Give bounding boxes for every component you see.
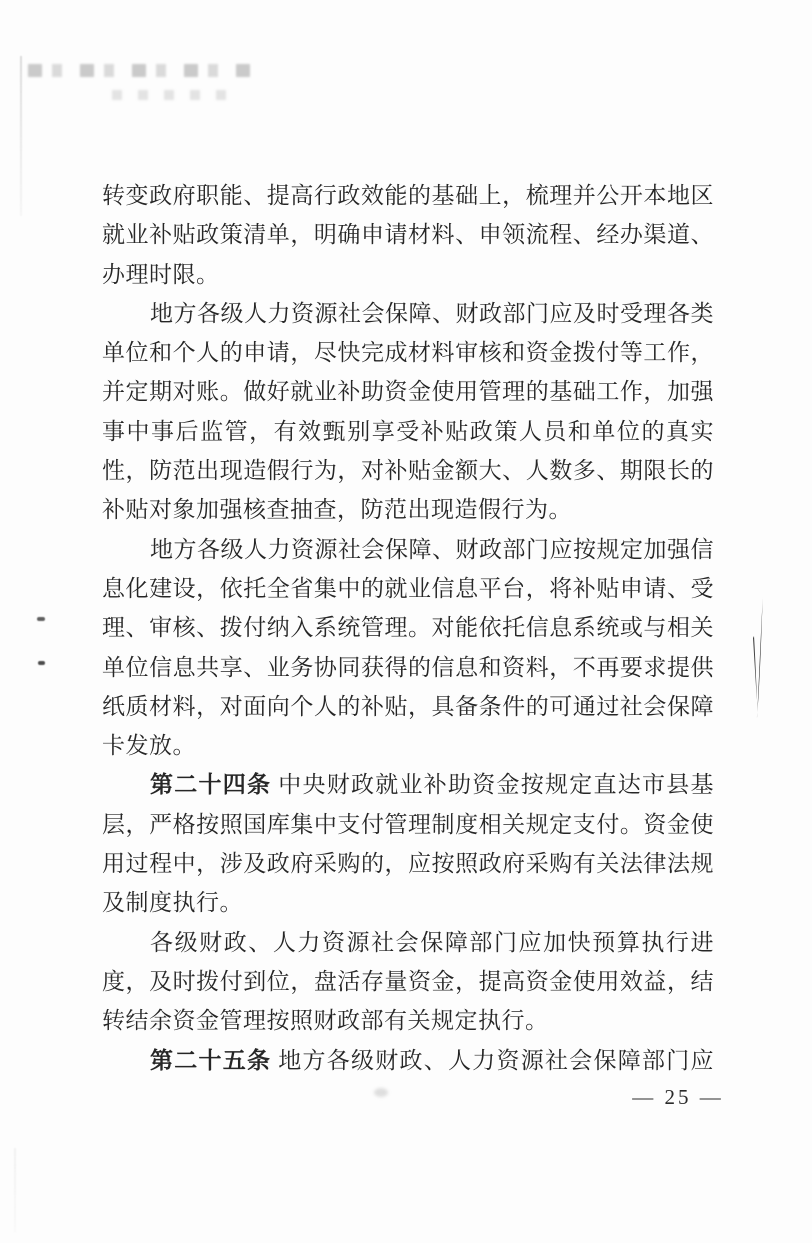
text-line bbox=[102, 923, 714, 962]
text-segment: 地方各级人力资源社会保障、财政部门应及时受理各类 bbox=[150, 300, 714, 326]
text-segment: 各级财政、人力资源社会保障部门应加快预算执行进 bbox=[150, 929, 714, 955]
text-segment: 用过程中，涉及政府采购的，应按照政府采购有关法律法规 bbox=[102, 851, 714, 877]
text-line bbox=[102, 726, 714, 765]
text-segment: 就业补贴政策清单，明确申请材料、申领流程、经办渠道、 bbox=[102, 222, 714, 248]
scan-hair-streak bbox=[742, 592, 772, 732]
text-line bbox=[102, 1041, 714, 1080]
text-line bbox=[102, 176, 714, 215]
text-segment: 办理时限。 bbox=[102, 261, 220, 287]
scan-speck bbox=[38, 661, 45, 665]
text-line bbox=[102, 412, 714, 451]
text-segment: 并定期对账。做好就业补助资金使用管理的基础工作，加强 bbox=[102, 379, 714, 405]
text-segment: 理、审核、拨付纳入系统管理。对能依托信息系统或与相关 bbox=[102, 615, 714, 641]
text-line bbox=[102, 844, 714, 883]
text-segment: 补贴对象加强核查抽查，防范出现造假行为。 bbox=[102, 497, 572, 523]
text-line bbox=[102, 451, 714, 490]
text-line bbox=[102, 765, 714, 804]
article-number: 第二十五条 bbox=[150, 1047, 272, 1073]
text-segment: 性，防范出现造假行为，对补贴金额大、人数多、期限长的 bbox=[102, 458, 714, 484]
text-segment: 层，严格按照国库集中支付管理制度相关规定支付。资金使 bbox=[102, 811, 714, 837]
text-line bbox=[102, 805, 714, 844]
text-line bbox=[102, 569, 714, 608]
text-segment: 转结余资金管理按照财政部有关规定执行。 bbox=[102, 1008, 549, 1034]
article-number: 第二十四条 bbox=[150, 772, 272, 798]
text-segment: 地方各级财政、人力资源社会保障部门应 bbox=[271, 1047, 714, 1073]
scan-smudge-top-row-2 bbox=[112, 90, 242, 100]
text-segment: 及制度执行。 bbox=[102, 890, 243, 916]
text-line bbox=[102, 1001, 714, 1040]
text-line bbox=[102, 530, 714, 569]
page-number: — 25 — bbox=[632, 1085, 724, 1109]
text-line bbox=[102, 333, 714, 372]
text-line bbox=[102, 608, 714, 647]
text-line bbox=[102, 215, 714, 254]
text-segment: 单位和个人的申请，尽快完成材料审核和资金拨付等工作， bbox=[102, 340, 714, 366]
text-segment: 事中事后监管，有效甄别享受补贴政策人员和单位的真实 bbox=[102, 418, 714, 444]
scan-smudge-bottom bbox=[374, 1088, 388, 1097]
scan-speck bbox=[37, 617, 45, 621]
text-line bbox=[102, 372, 714, 411]
text-segment: 度，及时拨付到位，盘活存量资金，提高资金使用效益，结 bbox=[102, 968, 714, 994]
text-line bbox=[102, 962, 714, 1001]
text-line bbox=[102, 883, 714, 922]
scan-edge-line-top bbox=[20, 56, 22, 216]
scan-smudge-top-row bbox=[28, 64, 260, 77]
text-line bbox=[102, 687, 714, 726]
text-segment: 卡发放。 bbox=[102, 733, 196, 759]
text-line bbox=[102, 294, 714, 333]
scan-edge-line-bottom bbox=[14, 1148, 16, 1232]
text-segment: 纸质材料，对面向个人的补贴，具备条件的可通过社会保障 bbox=[102, 693, 714, 719]
text-line bbox=[102, 490, 714, 529]
text-segment: 中央财政就业补助资金按规定直达市县基 bbox=[271, 772, 714, 798]
text-line bbox=[102, 648, 714, 687]
text-segment: 地方各级人力资源社会保障、财政部门应按规定加强信 bbox=[150, 536, 714, 562]
text-segment: 息化建设，依托全省集中的就业信息平台，将补贴申请、受 bbox=[102, 575, 714, 601]
text-line bbox=[102, 255, 714, 294]
text-segment: 单位信息共享、业务协同获得的信息和资料，不再要求提供 bbox=[102, 654, 714, 680]
text-segment: 转变政府职能、提高行政效能的基础上，梳理并公开本地区 bbox=[102, 183, 714, 208]
document-body bbox=[102, 176, 714, 1080]
